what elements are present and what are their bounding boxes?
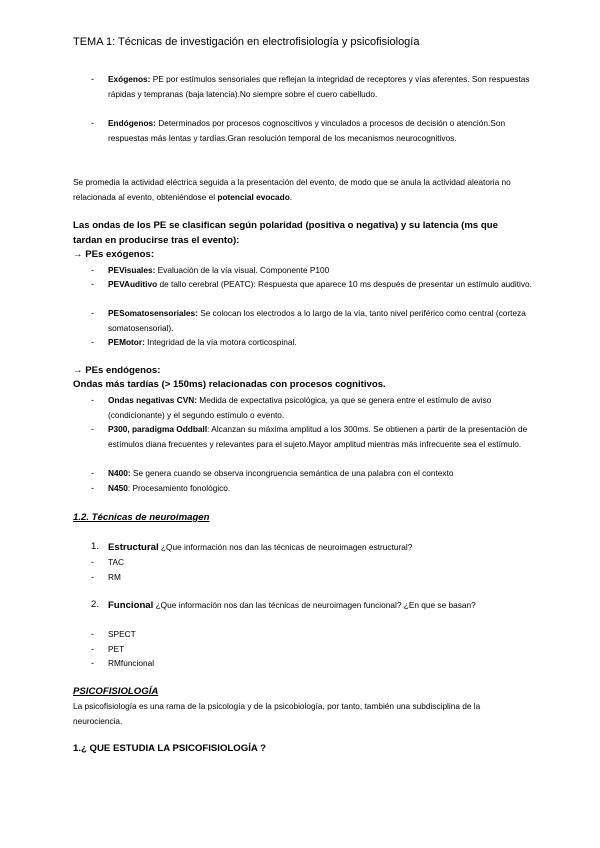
definition: Evaluación de la vía visual. Componente P100 [155, 265, 330, 275]
list-item-text [108, 263, 533, 278]
term: N400: [108, 468, 131, 478]
bullet-dash: - [91, 279, 94, 289]
term: Endógenos: [108, 118, 156, 128]
list-item-text [108, 422, 533, 451]
term: P300, paradigma Oddball [108, 424, 208, 434]
list-item-text [108, 466, 533, 481]
bullet-dash: - [91, 658, 94, 668]
term: PEMotor: [108, 337, 145, 347]
definition: de tallo cerebral (PEATC): Respuesta que aparece 10 ms después de presentar un estímulo auditivo. [157, 279, 532, 289]
page-title: TEMA 1: Técnicas de investigación en electrofisiología y psicofisiología [73, 36, 420, 48]
definition: : Alcanzan su máxima amplitud a los 300ms. Se obtienen a partir de la presentación de estímulos diana frecuentes y relevantes para el sujeto.Mayor amplitud mientras más infrecuente sea el estímulo. [108, 424, 528, 449]
list-item-label: RMfuncional [108, 658, 155, 668]
list-item-text [108, 393, 533, 422]
section-heading: PSICOFISIOLOGÍA [73, 686, 159, 697]
list-item-label: PET [108, 644, 125, 654]
bullet-dash: - [91, 337, 94, 347]
bullet-dash: - [91, 572, 94, 582]
paragraph-end: . [289, 191, 293, 202]
bullet-dash: - [91, 629, 94, 639]
list-item-text [108, 598, 533, 614]
section-heading: Las ondas de los PE se clasifican según polaridad (positiva o negativa) y su latencia (ms que tardan en producirse tras el evento): [73, 220, 498, 246]
definition: Integridad de la vía motora corticospinal. [144, 337, 297, 347]
item-number: 2. [91, 599, 100, 610]
subsection-heading: → PEs endógenos: [73, 365, 161, 376]
term: Ondas negativas CVN: [108, 395, 197, 405]
bullet-dash: - [91, 557, 94, 567]
definition: Determinados por procesos cognoscitivos y vinculados a procesos de decisión o atención.Son respuestas más lentas y tardías.Gran resolución temporal de los mecanismos neurocognitivos. [108, 118, 506, 143]
paragraph [73, 175, 528, 204]
term: Exógenos: [108, 74, 151, 84]
definition: Medida de expectativa psicológica, ya que se genera entre el estímulo de aviso (condicionante) y el segundo estímulo o evento. [108, 395, 492, 420]
list-item-text [108, 116, 533, 145]
section-heading: 1.2. Técnicas de neuroimagen [73, 512, 210, 523]
question-heading: 1.¿ QUE ESTUDIA LA PSICOFISIOLOGÍA ? [73, 743, 266, 754]
term: N450 [108, 483, 128, 493]
definition: Se genera cuando se observa incongruencia semántica de una palabra con el contexto [130, 468, 454, 478]
list-item-label: TAC [108, 557, 124, 567]
bullet-dash: - [91, 265, 94, 275]
definition: : Procesamiento fonológico. [127, 483, 231, 493]
question: ¿Que información nos dan las técnicas de neuroimagen estructural? [158, 542, 413, 552]
term: Estructural [108, 542, 159, 553]
list-item-text [108, 306, 533, 335]
subsection-subheading: Ondas más tardías (> 150ms) relacionadas con procesos cognitivos. [73, 379, 386, 390]
term: PEVisuales: [108, 265, 156, 275]
question: ¿Que información nos dan las técnicas de neuroimagen funcional? ¿En que se basan? [153, 600, 476, 610]
bullet-dash: - [91, 74, 94, 84]
paragraph: La psicofisiología es una rama de la psicología y de la psicobiología, por tanto, también una subdisciplina de la neurociencia. [73, 701, 481, 726]
bullet-dash: - [91, 424, 94, 434]
subsection-heading: → PEs exógenos: [73, 249, 155, 260]
list-item-text [108, 277, 533, 292]
term: PEVAuditivo [108, 279, 158, 289]
definition: PE por estímulos sensoriales que reflejan la integridad de receptores y vías aferentes. Son respuestas rápidas y tempranas (baja latencia).No siempre sobre el cuero cabelludo. [108, 74, 530, 99]
term: PESomatosensoriales: [108, 308, 198, 318]
bullet-dash: - [91, 468, 94, 478]
bullet-dash: - [91, 644, 94, 654]
bold-term: potencial evocado [217, 191, 290, 202]
bullet-dash: - [91, 308, 94, 318]
bullet-dash: - [91, 483, 94, 493]
definition: Se colocan los electrodos a lo largo de la vía, tanto nivel periférico como central (corteza somatosensorial). [108, 308, 526, 333]
bullet-dash: - [91, 118, 94, 128]
bullet-dash: - [91, 395, 94, 405]
list-item-text [108, 481, 533, 496]
item-number: 1. [91, 541, 100, 552]
list-item-text [108, 335, 533, 350]
paragraph-text: Se promedia la actividad eléctrica seguida a la presentación del evento, de modo que se anula la actividad aleatoria no relacionada al evento, obteniéndose el [73, 177, 511, 202]
list-item-label: RM [108, 572, 121, 582]
list-item-text [108, 72, 533, 101]
list-item-text [108, 540, 533, 556]
list-item-label: SPECT [108, 629, 136, 639]
term: Funcional [108, 600, 154, 611]
